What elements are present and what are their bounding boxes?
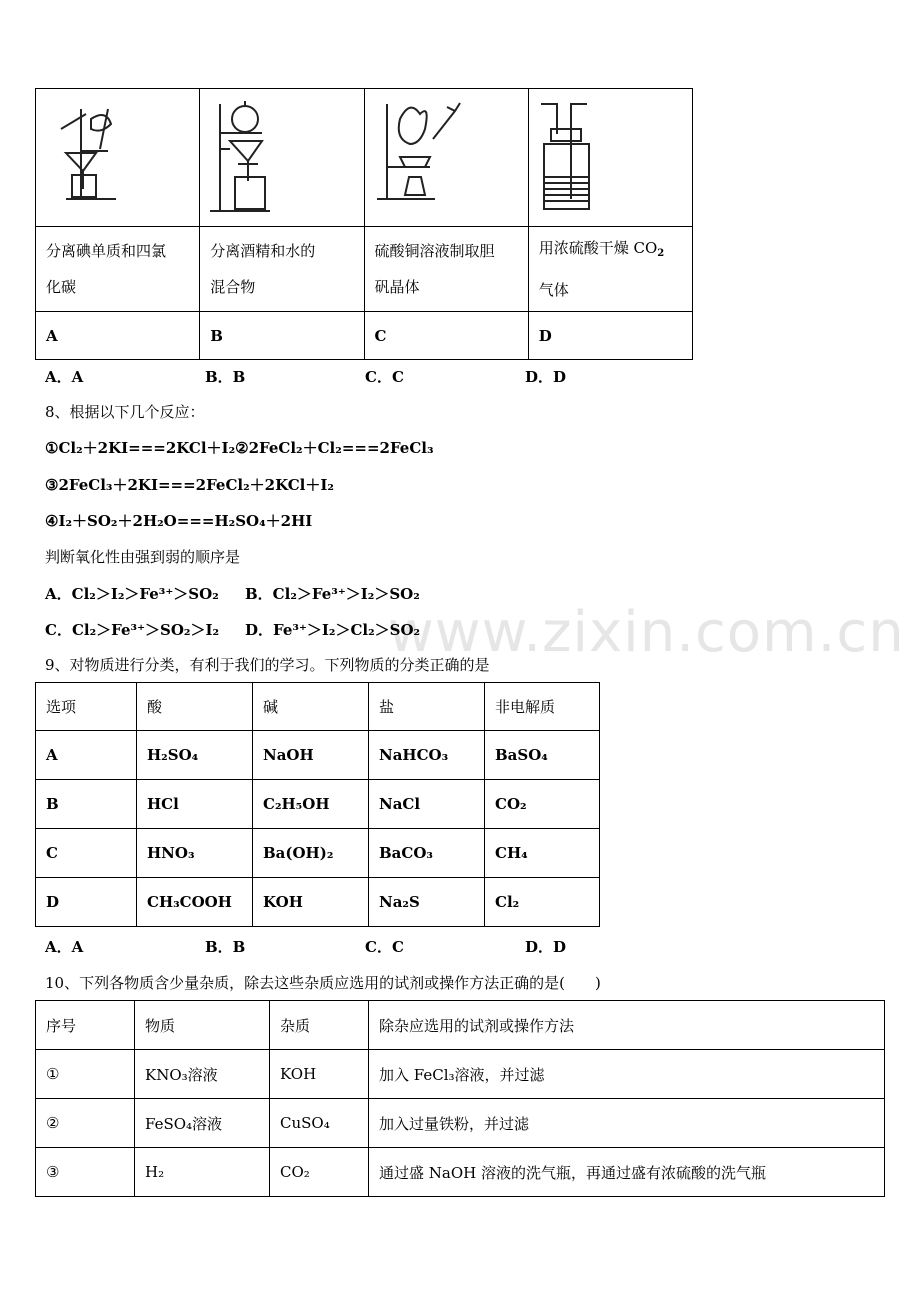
q9-header-option: 选项 — [36, 683, 137, 731]
q10-cell: H₂ — [135, 1148, 270, 1197]
q9-options — [45, 936, 566, 957]
q9-cell: BaCO₃ — [369, 829, 485, 878]
q9-cell: C — [36, 829, 137, 878]
q8-option-a[interactable]: A．Cl₂＞I₂＞Fe³⁺＞SO₂ — [45, 585, 219, 603]
table-row — [36, 1050, 885, 1099]
q10-cell: FeSO₄溶液 — [135, 1099, 270, 1148]
separatory-funnel-icon — [200, 89, 363, 222]
q9-option-a[interactable]: A．A — [45, 938, 84, 956]
evaporation-apparatus-icon — [365, 89, 528, 222]
q9-cell: H₂SO₄ — [137, 731, 253, 780]
q10-cell: ① — [36, 1050, 135, 1099]
q8-reaction-3: ③2FeCl₃＋2KI===2FeCl₂＋2KCl＋I₂ — [45, 476, 334, 494]
q9-header-base: 碱 — [253, 683, 369, 731]
q10-cell: CuSO₄ — [270, 1099, 369, 1148]
q8-option-c[interactable]: C．Cl₂＞Fe³⁺＞SO₂＞I₂ — [45, 621, 220, 639]
q9-option-d[interactable]: D．D — [525, 938, 567, 956]
q9-cell: B — [36, 780, 137, 829]
table-row — [36, 1148, 885, 1197]
table-row — [36, 780, 600, 829]
q8-question: 判断氧化性由强到弱的顺序是 — [45, 548, 241, 566]
table-row — [36, 878, 600, 927]
q7-option-b[interactable]: B．B — [205, 368, 246, 386]
q10-cell: 通过盛 NaOH 溶液的洗气瓶，再通过盛有浓硫酸的洗气瓶 — [369, 1148, 885, 1197]
q8-options-cd — [45, 619, 420, 640]
table-row — [36, 731, 600, 780]
q9-cell: Cl₂ — [485, 878, 600, 927]
q9-cell: A — [36, 731, 137, 780]
q9-option-c[interactable]: C．C — [365, 938, 404, 956]
q9-cell: Ba(OH)₂ — [253, 829, 369, 878]
apparatus-d-cell — [528, 89, 692, 227]
q9-classification-table — [35, 682, 600, 927]
q10-header-number: 序号 — [36, 1001, 135, 1050]
q8-reaction-1-2: ①Cl₂＋2KI===2KCl＋I₂②2FeCl₂＋Cl₂===2FeCl₃ — [45, 439, 434, 457]
filtration-apparatus-icon — [36, 89, 199, 222]
apparatus-b-cell — [200, 89, 364, 227]
q10-header-impurity: 杂质 — [270, 1001, 369, 1050]
q9-header-acid: 酸 — [137, 683, 253, 731]
q9-header-nonelectrolyte: 非电解质 — [485, 683, 600, 731]
q10-header-method: 除杂应选用的试剂或操作方法 — [369, 1001, 885, 1050]
q9-cell: Na₂S — [369, 878, 485, 927]
q9-cell: C₂H₅OH — [253, 780, 369, 829]
apparatus-c-cell — [364, 89, 528, 227]
q10-cell: 加入 FeCl₃溶液，并过滤 — [369, 1050, 885, 1099]
q7-option-a[interactable]: A．A — [45, 368, 84, 386]
q10-header-substance: 物质 — [135, 1001, 270, 1050]
table-row — [36, 829, 600, 878]
apparatus-a-cell — [36, 89, 200, 227]
gas-washing-bottle-icon — [529, 89, 692, 222]
q10-cell: KOH — [270, 1050, 369, 1099]
q8-reaction-4: ④I₂＋SO₂＋2H₂O===H₂SO₄＋2HI — [45, 512, 313, 530]
q10-cell: CO₂ — [270, 1148, 369, 1197]
q9-cell: KOH — [253, 878, 369, 927]
q10-cell: ② — [36, 1099, 135, 1148]
label-b: B — [200, 312, 364, 360]
q8-option-b[interactable]: B．Cl₂＞Fe³⁺＞I₂＞SO₂ — [245, 585, 420, 603]
q8-options-ab — [45, 583, 420, 604]
caption-d: 用浓硫酸干燥 $CO_2$ 气体 — [528, 227, 692, 312]
q9-cell: BaSO₄ — [485, 731, 600, 780]
caption-c: 硫酸铜溶液制取胆 矾晶体 — [364, 227, 528, 312]
q9-cell: NaCl — [369, 780, 485, 829]
q7-options — [45, 366, 566, 387]
q9-cell: NaHCO₃ — [369, 731, 485, 780]
q9-option-b[interactable]: B．B — [205, 938, 246, 956]
watermark: www.zixin.com.cn — [388, 600, 905, 665]
q10-stem: 10、下列各物质含少量杂质，除去这些杂质应选用的试剂或操作方法正确的是( ) — [45, 974, 601, 992]
q10-cell: 加入过量铁粉，并过滤 — [369, 1099, 885, 1148]
q9-stem: 9、对物质进行分类，有利于我们的学习。下列物质的分类正确的是 — [45, 656, 490, 674]
q9-header-salt: 盐 — [369, 683, 485, 731]
q9-cell: HNO₃ — [137, 829, 253, 878]
q7-option-d[interactable]: D．D — [525, 368, 567, 386]
q8-option-d[interactable]: D．Fe³⁺＞I₂＞Cl₂＞SO₂ — [245, 621, 421, 639]
q7-option-c[interactable]: C．C — [365, 368, 404, 386]
q9-cell: CH₄ — [485, 829, 600, 878]
table-row — [36, 1099, 885, 1148]
q10-impurity-table — [35, 1000, 885, 1197]
q8-stem: 8、根据以下几个反应： — [45, 403, 205, 421]
label-a: A — [36, 312, 200, 360]
caption-a: 分离碘单质和四氯 化碳 — [36, 227, 200, 312]
q9-cell: D — [36, 878, 137, 927]
label-c: C — [364, 312, 528, 360]
q9-cell: NaOH — [253, 731, 369, 780]
q9-cell: HCl — [137, 780, 253, 829]
q10-cell: ③ — [36, 1148, 135, 1197]
q7-apparatus-table — [35, 88, 693, 360]
caption-b: 分离酒精和水的 混合物 — [200, 227, 364, 312]
q9-cell: CO₂ — [485, 780, 600, 829]
q9-cell: CH₃COOH — [137, 878, 253, 927]
label-d: D — [528, 312, 692, 360]
q10-cell: KNO₃溶液 — [135, 1050, 270, 1099]
